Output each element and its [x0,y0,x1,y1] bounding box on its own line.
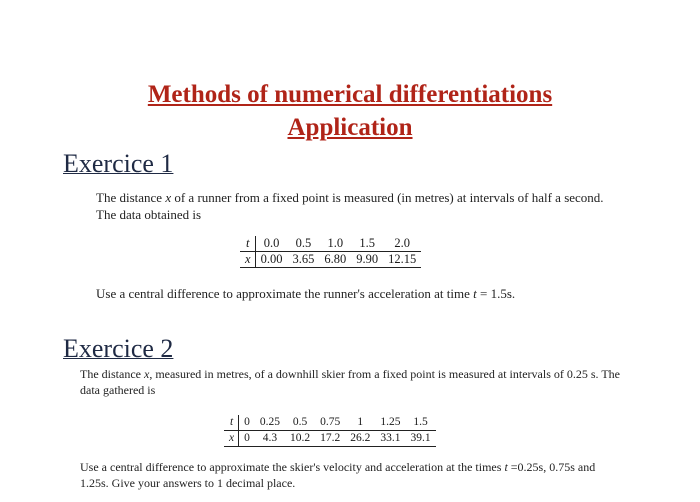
table-cell: 6.80 [319,252,351,268]
exercise-1-question-var: t [473,286,477,301]
exercise-1-intro-text-a: The distance [96,190,166,205]
table-cell: 1 [345,415,375,431]
exercise-2-intro-text-b: , measured in metres, of a downhill skier from a fixed point is measured at intervals of 0.25 s. The data gathered is [80,367,620,397]
table-cell: 33.1 [375,431,405,447]
table-cell: 0.00 [255,252,287,268]
table-cell: 0.5 [287,236,319,252]
exercise-1-heading: Exercice 1 [63,149,174,178]
exercise-2-question-text-b: =0.25s, 0.75s and 1.25s. Give your answers to 1 decimal place. [80,460,596,490]
table-cell: 0 [239,431,255,447]
table-row-label: t [240,236,255,252]
table-row-label: x [240,252,255,268]
exercise-2-table [224,415,436,447]
table-row [224,415,436,431]
table-cell: 3.65 [287,252,319,268]
exercise-1-intro [96,189,616,223]
table-row-label: x [224,431,239,447]
exercise-1-intro-var: x [165,190,172,205]
table-row [224,431,436,447]
table-cell: 0 [239,415,255,431]
table-cell: 10.2 [285,431,315,447]
table-cell: 0.5 [285,415,315,431]
exercise-2-question-text-a: Use a central difference to approximate the skier's velocity and acceleration at the times [80,460,505,474]
exercise-1-table [240,236,421,268]
table-row-label: t [224,415,239,431]
exercise-2-intro [80,366,620,398]
table-cell: 0.25 [255,415,285,431]
table-row [240,236,421,252]
exercise-2-intro-text-a: The distance [80,367,144,381]
exercise-1-intro-text-b: of a runner from a fixed point is measured (in metres) at intervals of half a second. The data obtained is [96,190,604,222]
exercise-1-question [96,285,616,302]
table-cell: 39.1 [405,431,435,447]
table-row [240,252,421,268]
table-cell: 12.15 [383,252,421,268]
table-cell: 26.2 [345,431,375,447]
exercise-2-question-var: t [504,460,508,474]
exercise-2-heading: Exercice 2 [63,334,174,363]
table-cell: 4.3 [255,431,285,447]
table-cell: 1.5 [405,415,435,431]
exercise-1-question-text-b: = 1.5s. [476,286,516,301]
exercise-2-question [80,459,620,491]
table-cell: 0.0 [255,236,287,252]
page-title: Methods of numerical differentiations [147,81,553,108]
table-cell: 9.90 [351,252,383,268]
exercise-1-question-text-a: Use a central difference to approximate the runner's acceleration at time [96,286,474,301]
table-cell: 17.2 [315,431,345,447]
table-cell: 1.5 [351,236,383,252]
table-cell: 0.75 [315,415,345,431]
page-subtitle: Application [287,114,413,141]
table-cell: 1.0 [319,236,351,252]
table-cell: 1.25 [375,415,405,431]
exercise-2-intro-var: x [143,367,150,381]
table-cell: 2.0 [383,236,421,252]
